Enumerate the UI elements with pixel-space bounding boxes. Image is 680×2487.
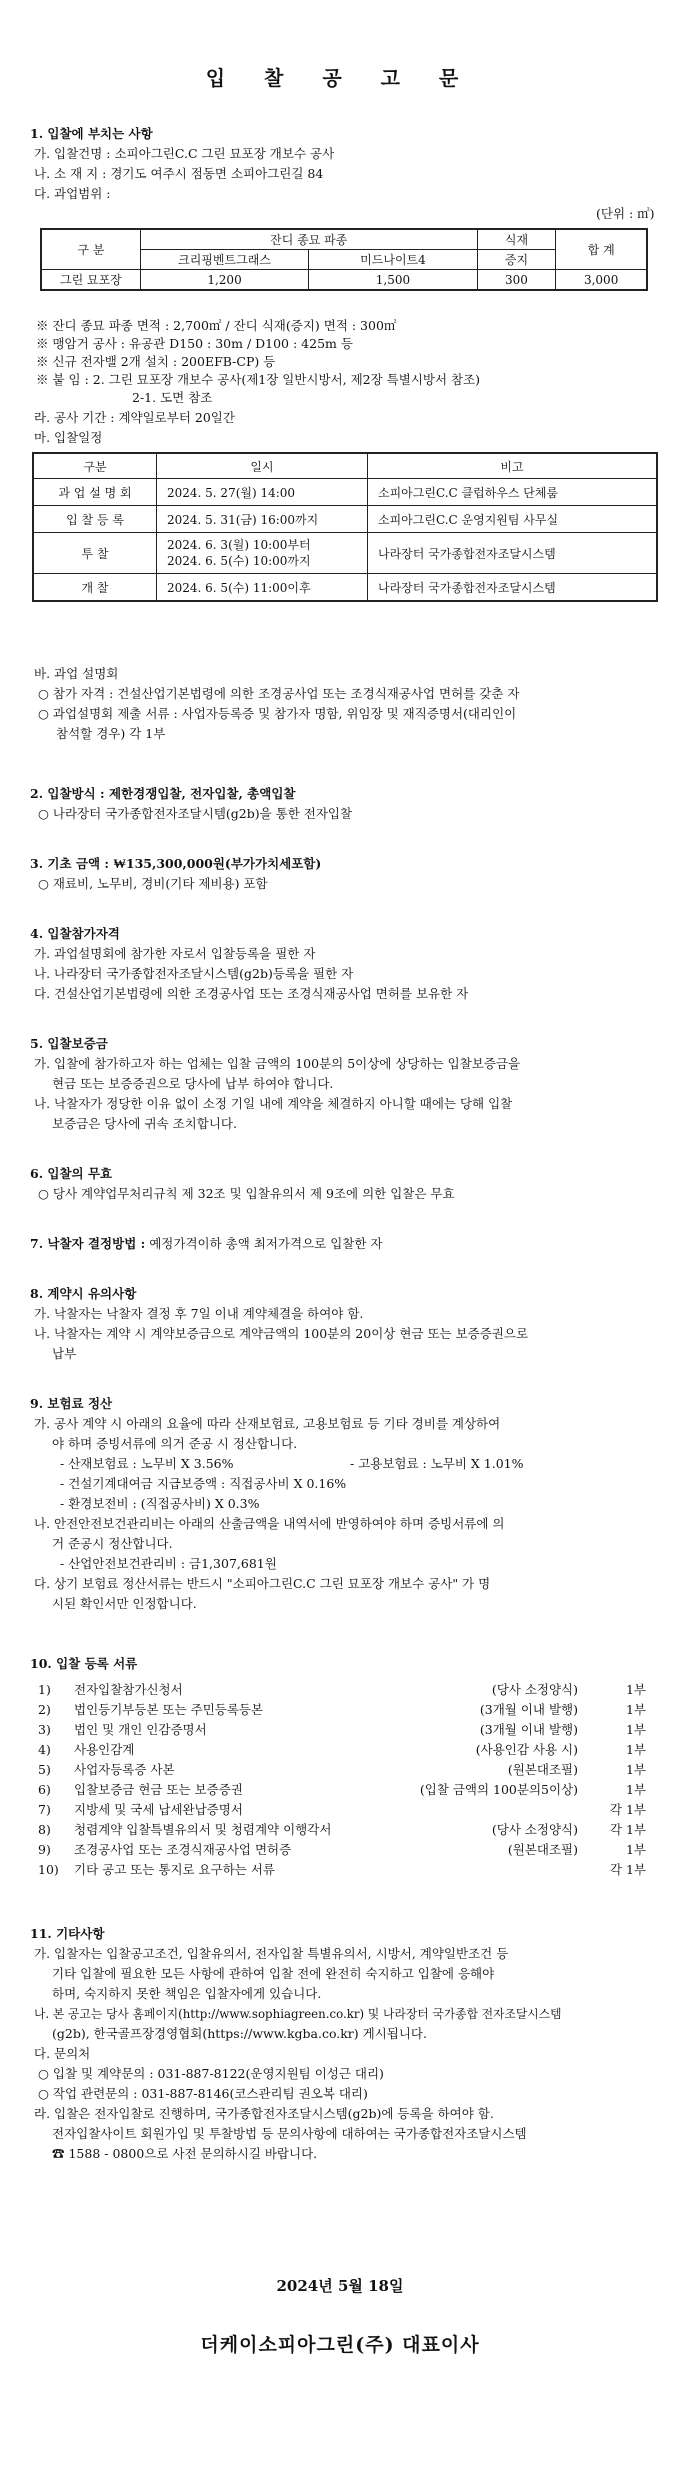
- item-name: 법인 및 개인 인감증명서: [74, 1722, 207, 1737]
- section-heading: 10. 입찰 등록 서류: [30, 1656, 138, 1671]
- section-heading: 3. 기초 금액 : ₩135,300,000원(부가가치세포함): [30, 856, 322, 871]
- briefing-label: 바. 과업 설명회: [34, 666, 119, 681]
- deposit-item-cont: 현금 또는 보증증권으로 당사에 납부 하여야 합니다.: [52, 1076, 334, 1091]
- item-condition: (원본대조필): [507, 1762, 578, 1777]
- row-date: 2024. 5. 27(월) 14:00: [157, 479, 368, 506]
- misc-item-cont: 하며, 숙지하지 못한 책임은 입찰자에게 있습니다.: [52, 1986, 322, 2001]
- row-total: 3,000: [556, 270, 647, 291]
- row-date: 2024. 5. 31(금) 16:00까지: [157, 506, 368, 533]
- award-method: [30, 1236, 382, 1252]
- row-value-b: 1,500: [309, 270, 477, 291]
- schedule-table: [32, 452, 658, 602]
- list-item: [30, 1680, 650, 1700]
- contact-bid: ○ 입찰 및 계약문의 : 031-887-8122(운영지원팀 이성근 대리): [38, 2066, 384, 2081]
- col-gubun: 구 분: [41, 229, 140, 270]
- row-date: [157, 533, 368, 574]
- col-sikjae: 식재: [477, 229, 556, 250]
- section-heading: 8. 계약시 유의사항: [30, 1286, 137, 1301]
- item-number: 7): [38, 1802, 51, 1817]
- briefing-qualification: ○ 참가 자격 : 건설산업기본법령에 의한 조경공사업 또는 조경식재공사업 면허를 갖춘 자: [38, 686, 520, 701]
- contact-work: ○ 작업 관련문의 : 031-887-8146(코스관리팀 권오복 대리): [38, 2086, 368, 2101]
- table-row: [41, 270, 647, 291]
- contract-note: 나. 낙찰자는 계약 시 계약보증금으로 계약금액의 100분의 20이상 현금 또는 보증증권으로: [34, 1326, 529, 1341]
- section-heading: 4. 입찰참가자격: [30, 926, 120, 941]
- row-date-end: 2024. 6. 5(수) 10:00까지: [167, 554, 311, 568]
- misc-item-cont: 기타 입찰에 필요한 모든 사항에 관하여 입찰 전에 완전히 숙지하고 입찰에 응해야: [52, 1966, 495, 1981]
- item-number: 6): [38, 1782, 51, 1797]
- list-item: [30, 1820, 650, 1840]
- row-label: 투 찰: [33, 533, 157, 574]
- list-item: [30, 1700, 650, 1720]
- col-gubun: 구분: [33, 453, 157, 479]
- row-label: 그린 묘포장: [41, 270, 140, 291]
- row-note: 나라장터 국가종합전자조달시스템: [368, 574, 658, 602]
- table-row: [33, 533, 657, 574]
- item-quantity: 1부: [625, 1782, 646, 1797]
- list-item: [30, 1760, 650, 1780]
- note: ※ 붙 임 : 2. 그린 묘포장 개보수 공사(제1장 일반시방서, 제2장 특별시방서 참조): [36, 372, 481, 387]
- briefing-documents: ○ 과업설명회 제출 서류 : 사업자등록증 및 참가자 명함, 위임장 및 재직증명서(대리인이: [38, 706, 517, 721]
- item-quantity: 각 1부: [609, 1862, 646, 1877]
- qualification-item: 가. 과업설명회에 참가한 자로서 입찰등록을 필한 자: [34, 946, 316, 961]
- item-condition: (원본대조필): [507, 1842, 578, 1857]
- item-quantity: 1부: [625, 1742, 646, 1757]
- item-number: 4): [38, 1742, 51, 1757]
- section-heading: 11. 기타사항: [30, 1926, 105, 1941]
- misc-item: 라. 입찰은 전자입찰로 진행하며, 국가종합전자조달시스템(g2b)에 등록을 하여야 함.: [34, 2106, 494, 2121]
- item-number: 3): [38, 1722, 51, 1737]
- item-condition: (사용인감 사용 시): [475, 1742, 578, 1757]
- project-name: 가. 입찰건명 : 소피아그린C.C 그린 묘포장 개보수 공사: [34, 146, 335, 161]
- insurance-item-cont: 거 준공시 정산합니다.: [52, 1536, 173, 1551]
- notice-date: 2024년 5월 18일: [276, 2277, 404, 2295]
- misc-item-cont: ☎ 1588 - 0800으로 사전 문의하시길 바랍니다.: [52, 2146, 318, 2161]
- item-name: 법인등기부등본 또는 주민등록등본: [74, 1702, 264, 1717]
- insurance-item: 나. 안전안전보건관리비는 아래의 산출금액을 내역서에 반영하여야 하며 증빙서류에 의: [34, 1516, 505, 1531]
- scope-table: [40, 228, 648, 291]
- list-item: [30, 1800, 650, 1820]
- item-name: 청렴계약 입찰특별유의서 및 청렴계약 이행각서: [74, 1822, 332, 1837]
- row-note: 소피아그린C.C 클럽하우스 단체룸: [368, 479, 658, 506]
- section-heading: 5. 입찰보증금: [30, 1036, 108, 1051]
- deposit-item: 가. 입찰에 참가하고자 하는 업체는 입찰 금액의 100분의 5이상에 상당하는 입찰보증금을: [34, 1056, 521, 1071]
- award-method-text: 예정가격이하 총액 최저가격으로 입찰한 자: [149, 1236, 383, 1251]
- bid-method-detail: ○ 나라장터 국가종합전자조달시템(g2b)을 통한 전자입찰: [38, 806, 353, 821]
- row-note: 나라장터 국가종합전자조달시스템: [368, 533, 658, 574]
- item-name: 지방세 및 국세 납세완납증명서: [74, 1802, 243, 1817]
- unit-label: (단위 : ㎡): [596, 206, 655, 221]
- row-date-start: 2024. 6. 3(월) 10:00부터: [167, 538, 311, 552]
- item-quantity: 1부: [625, 1682, 646, 1697]
- item-condition: (입찰 금액의 100분의5이상): [419, 1782, 578, 1797]
- item-quantity: 각 1부: [609, 1822, 646, 1837]
- section-heading: 6. 입찰의 무효: [30, 1166, 113, 1181]
- briefing-documents-cont: 참석할 경우) 각 1부: [56, 726, 166, 741]
- row-date: 2024. 6. 5(수) 11:00이후: [157, 574, 368, 602]
- item-name: 기타 공고 또는 통지로 요구하는 서류: [74, 1862, 275, 1877]
- item-condition: (당사 소정양식): [491, 1682, 578, 1697]
- schedule-label: 마. 입찰일정: [34, 430, 103, 445]
- col-grass-a: 크리핑벤트그래스: [140, 250, 309, 270]
- item-quantity: 각 1부: [609, 1802, 646, 1817]
- item-name: 입찰보증금 현금 또는 보증증권: [74, 1782, 243, 1797]
- item-name: 조경공사업 또는 조경식재공사업 면허증: [74, 1842, 292, 1857]
- section-heading: 7. 낙찰자 결정방법 :: [30, 1236, 146, 1251]
- table-row: [33, 479, 657, 506]
- rate-item: - 산업안전보건관리비 : 금1,307,681원: [60, 1556, 277, 1571]
- insurance-item: 다. 상기 보험료 정산서류는 반드시 "소피아그린C.C 그린 묘포장 개보수 공사" 가 명: [34, 1576, 491, 1591]
- note: 2-1. 도면 참조: [132, 390, 213, 405]
- item-condition: (당사 소정양식): [491, 1822, 578, 1837]
- location: 나. 소 재 지 : 경기도 여주시 점동면 소피아그린길 84: [34, 166, 324, 181]
- col-grass-b: 미드나이트4: [309, 250, 477, 270]
- scope-label: 다. 과업범위 :: [34, 186, 111, 201]
- item-number: 10): [38, 1862, 59, 1877]
- col-note: 비고: [368, 453, 658, 479]
- list-item: [30, 1780, 650, 1800]
- rate-item: - 고용보험료 : 노무비 X 1.01%: [350, 1456, 524, 1471]
- misc-item-cont: 전자입찰사이트 회원가입 및 투찰방법 등 문의사항에 대하여는 국가종합전자조달시스템: [52, 2126, 527, 2141]
- item-number: 8): [38, 1822, 51, 1837]
- rate-item: - 건설기계대여금 지급보증액 : 직접공사비 X 0.16%: [60, 1476, 347, 1491]
- base-amount-detail: ○ 재료비, 노무비, 경비(기타 제비용) 포함: [38, 876, 268, 891]
- insurance-item-cont: 시된 확인서만 인정합니다.: [52, 1596, 197, 1611]
- list-item: [30, 1840, 650, 1860]
- construction-period: 라. 공사 기간 : 계약일로부터 20일간: [34, 410, 235, 425]
- row-label: 개 찰: [33, 574, 157, 602]
- list-item: [30, 1860, 650, 1880]
- rate-item: - 환경보전비 : (직접공사비) X 0.3%: [60, 1496, 260, 1511]
- item-condition: (3개월 이내 발행): [479, 1702, 578, 1717]
- rate-item: - 산재보험료 : 노무비 X 3.56%: [60, 1456, 234, 1471]
- deposit-item-cont: 보증금은 당사에 귀속 조치합니다.: [52, 1116, 237, 1131]
- contract-note: 가. 낙찰자는 낙찰자 결정 후 7일 이내 계약체결을 하여야 함.: [34, 1306, 364, 1321]
- deposit-item: 나. 낙찰자가 정당한 이유 없이 소정 기일 내에 계약을 체결하지 아니할 때에는 당해 입찰: [34, 1096, 513, 1111]
- table-row: [33, 574, 657, 602]
- invalid-bid-rule: ○ 당사 계약업무처리규칙 제 32조 및 입찰유의서 제 9조에 의한 입찰은 무효: [38, 1186, 455, 1201]
- col-grass: 잔디 종묘 파종: [140, 229, 477, 250]
- item-number: 1): [38, 1682, 51, 1697]
- section-heading: 9. 보험료 정산: [30, 1396, 113, 1411]
- row-note: 소피아그린C.C 운영지원팀 사무실: [368, 506, 658, 533]
- note: ※ 신규 전자밸 2개 설치 : 200EFB-CP) 등: [36, 354, 276, 369]
- table-row: [33, 506, 657, 533]
- item-quantity: 1부: [625, 1842, 646, 1857]
- col-total: 합 계: [556, 229, 647, 270]
- insurance-item-cont: 야 하며 증빙서류에 의거 준공 시 정산합니다.: [52, 1436, 298, 1451]
- item-quantity: 1부: [625, 1722, 646, 1737]
- misc-item-cont: (g2b), 한국골프장경영협회(https://www.kgba.co.kr) 게시됩니다.: [52, 2026, 427, 2041]
- signature: 더케이소피아그린(주) 대표이사: [200, 2334, 480, 2356]
- item-number: 9): [38, 1842, 51, 1857]
- row-label: 과 업 설 명 회: [33, 479, 157, 506]
- item-name: 사업자등록증 사본: [74, 1762, 175, 1777]
- item-number: 5): [38, 1762, 51, 1777]
- misc-item: 가. 입찰자는 입찰공고조건, 입찰유의서, 전자입찰 특별유의서, 시방서, 계약일반조건 등: [34, 1946, 509, 1961]
- row-value-c: 300: [477, 270, 556, 291]
- list-item: [30, 1720, 650, 1740]
- col-sikjae-sub: 증지: [477, 250, 556, 270]
- list-item: [30, 1740, 650, 1760]
- misc-item: 나. 본 공고는 당사 홈페이지(http://www.sophiagreen.co.kr) 및 나라장터 국가종합 전자조달시스템: [34, 2007, 562, 2021]
- section-heading: 2. 입찰방식 : 제한경쟁입찰, 전자입찰, 총액입찰: [30, 786, 296, 801]
- note: ※ 잔디 종묘 파종 면적 : 2,700㎡ / 잔디 식재(증지) 면적 : 300㎡: [36, 318, 397, 333]
- item-name: 사용인감계: [74, 1742, 135, 1757]
- qualification-item: 나. 나라장터 국가종합전자조달시스템(g2b)등록을 필한 자: [34, 966, 354, 981]
- item-condition: (3개월 이내 발행): [479, 1722, 578, 1737]
- item-number: 2): [38, 1702, 51, 1717]
- row-value-a: 1,200: [140, 270, 309, 291]
- contact-label: 다. 문의처: [34, 2046, 91, 2061]
- section-heading: 1. 입찰에 부치는 사항: [30, 126, 153, 141]
- row-label: 입 찰 등 록: [33, 506, 157, 533]
- page-title: 입 찰 공 고 문: [205, 66, 475, 90]
- item-name: 전자입찰참가신청서: [74, 1682, 183, 1697]
- qualification-item: 다. 건설산업기본법령에 의한 조경공사업 또는 조경식재공사업 면허를 보유한 자: [34, 986, 469, 1001]
- col-date: 일시: [157, 453, 368, 479]
- insurance-item: 가. 공사 계약 시 아래의 요율에 따라 산재보험료, 고용보험료 등 기타 경비를 계상하여: [34, 1416, 501, 1431]
- note: ※ 맹암거 공사 : 유공관 D150 : 30m / D100 : 425m 등: [36, 336, 353, 351]
- item-quantity: 1부: [625, 1762, 646, 1777]
- contract-note-cont: 납부: [52, 1346, 77, 1361]
- item-quantity: 1부: [625, 1702, 646, 1717]
